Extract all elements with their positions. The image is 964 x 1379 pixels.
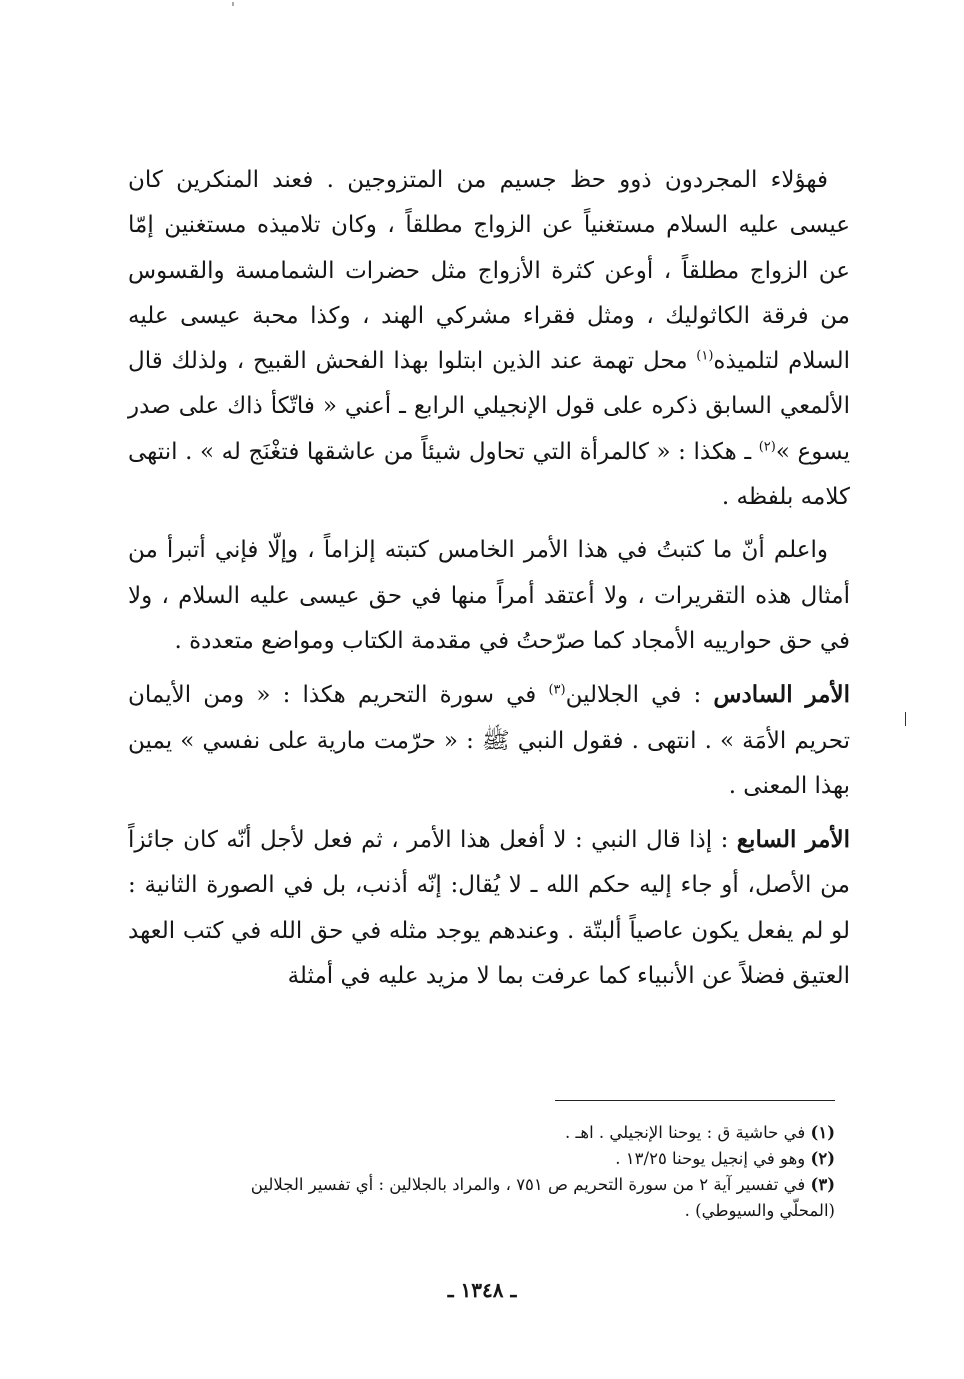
footnote-ref-1[interactable]: (١) xyxy=(696,348,714,364)
footnote-3-number: (٣) xyxy=(810,1175,835,1194)
p3-pre-footnote: : في الجلالين xyxy=(565,682,702,709)
paragraph-4 xyxy=(128,817,850,999)
footnote-2 xyxy=(118,1146,835,1172)
footnote-ref-3[interactable]: (٣) xyxy=(548,682,566,698)
p1-line-4: الكاثوليك ، ومثل فقراء مشركي الهند ، وكذا محبة عيسى عليه السلام xyxy=(128,302,850,375)
footnote-2-number: (٢) xyxy=(810,1149,835,1168)
p1-line-2: عليه السلام مستغنياً عن الزواج مطلقاً ، وكان تلاميذه مستغنين إمّا عن الزواج xyxy=(128,212,851,284)
p3-text: في سورة التحريم هكذا : « ومن الأيمان تحريم الأمَة » . انتهى . فقول النبي ﷺ : « حرّمت مارية على نفسي » يمين بهذا المعنى . xyxy=(128,682,850,799)
p1-pre-footnote: لتلميذه xyxy=(713,348,780,375)
footnote-divider xyxy=(555,1100,835,1101)
main-text xyxy=(128,158,850,999)
footnote-1 xyxy=(118,1120,835,1146)
p1-line-3: مطلقاً ، أوعن كثرة الأزواج مثل حضرات الشمامسة والقسوس من فرقة xyxy=(128,257,851,329)
footnotes xyxy=(118,1120,835,1224)
footnote-1-number: (١) xyxy=(810,1123,835,1142)
footnote-2-text: وهو في إنجيل يوحنا ١٣/٢٥ . xyxy=(615,1149,806,1168)
paragraph-1 xyxy=(128,158,850,520)
section-heading-sixth: الأمر السادس xyxy=(713,681,850,709)
footnote-1-text: في حاشية ق : يوحنا الإنجيلي . اهـ . xyxy=(565,1123,806,1142)
paragraph-2 xyxy=(128,528,850,664)
page-number: ـ ١٣٤٨ ـ xyxy=(447,1278,517,1302)
p4-text: : إذا قال النبي : لا أفعل هذا الأمر ، ثم فعل لأجل أنّه كان جائزاً من الأصل، أو جاء إليه حكم الله ـ لا يُقال: إنّه أذنب، بل في الصورة الثانية : لو لم يفعل يكون عاصياً ألبتّة . وعندهم يوجد مثله في حق الله في كتب العهد العتيق فضلاً عن الأنبياء كما عرفت بما لا مزيد عليه في أمثلة xyxy=(128,827,850,990)
footnote-3-continuation: (المحلّي والسيوطي) . xyxy=(684,1201,835,1220)
footnote-ref-2[interactable]: (٢) xyxy=(758,439,776,455)
section-heading-seventh: الأمر السابع xyxy=(736,826,851,854)
p1-middle: محل تهمة عند الذين ابتلوا بهذا الفحش القبيح ، ولذلك قال الألمعي السابق ذكره على قول الإنجيلي الرابع ـ أعني « فاتّكأ ذاك على صدر يسوع » xyxy=(128,348,850,465)
p1-line-1: فهؤلاء المجردون ذوو حظ جسيم من المتزوجين . فعند المنكرين كان عيسى xyxy=(128,167,851,239)
margin-mark xyxy=(905,712,906,726)
paragraph-3 xyxy=(128,672,850,809)
footnote-3-text: في تفسير آية ٢ من سورة التحريم ص ٧٥١ ، والمراد بالجلالين : أي تفسير الجلالين xyxy=(250,1175,806,1194)
footnote-3 xyxy=(118,1172,835,1198)
p1-ending: ـ هكذا : « كالمرأة التي تحاول شيئاً من عاشقها فتغْنَج له » . انتهى كلامه بلفظه . xyxy=(128,438,850,511)
scan-speck xyxy=(232,2,234,6)
p2-text: واعلم أنّ ما كتبتُ في هذا الأمر الخامس كتبته إلزاماً ، وإلّا فإني أتبرأ من أمثال هذه التقريرات ، ولا أعتقد أمراً منها في حق عيسى عليه السلام ، ولا في حق حوارييه الأمجاد كما صرّحتُ في مقدمة الكتاب ومواضع متعددة . xyxy=(128,537,850,654)
